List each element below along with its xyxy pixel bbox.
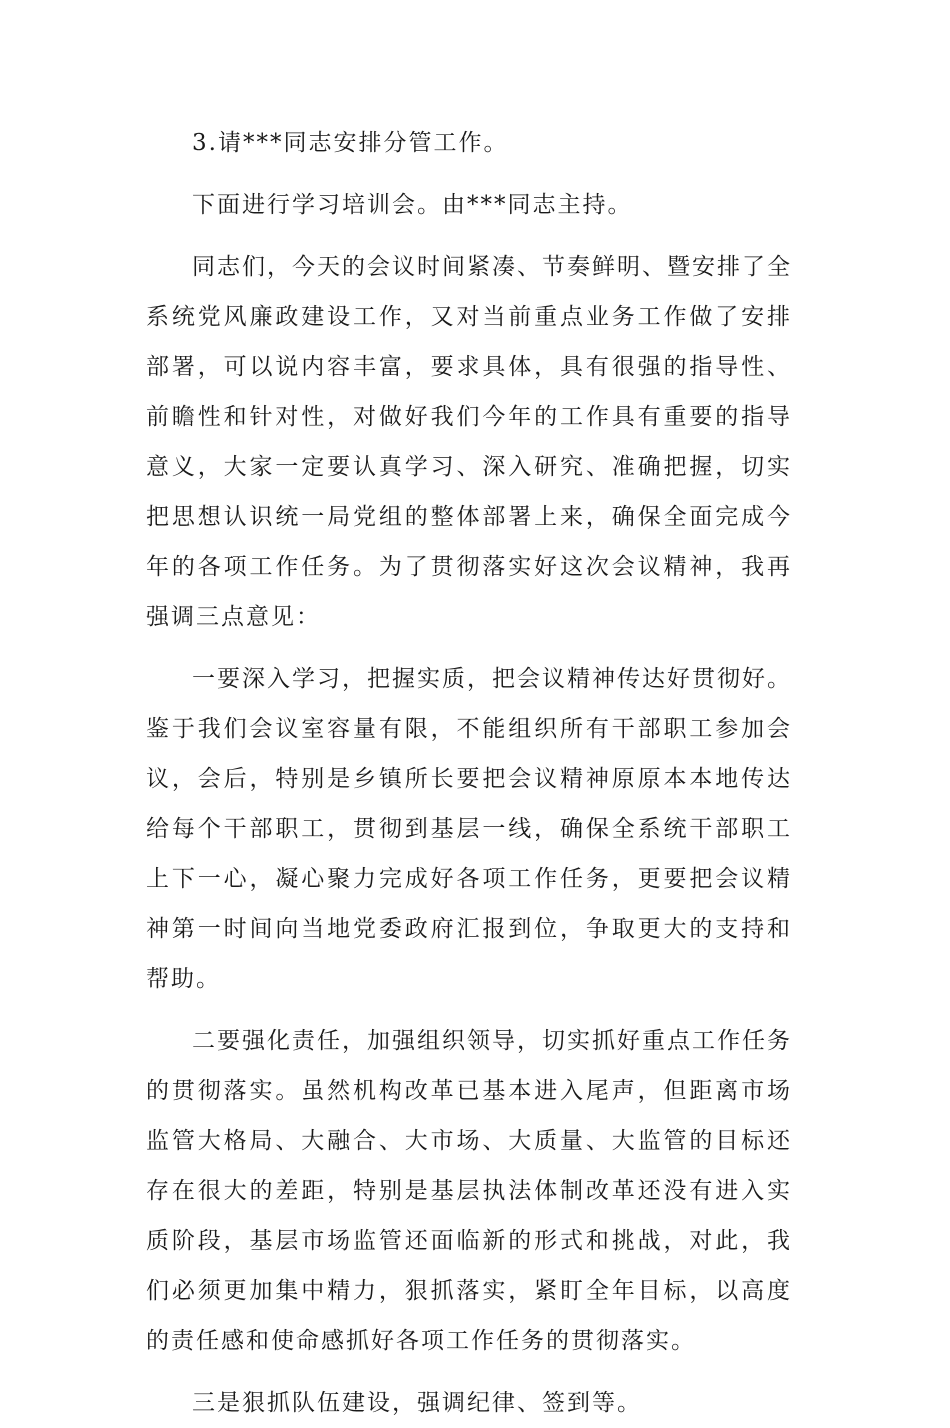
- paragraph-3: 同志们，今天的会议时间紧凑、节奏鲜明、暨安排了全系统党风廉政建设工作，又对当前重点业务工作做了安排部署，可以说内容丰富，要求具体，具有很强的指导性、前瞻性和针对性，对做好我们今年的工作具有重要的指导意义，大家一定要认真学习、深入研究、准确把握，切实把思想认识统一局党组的整体部署上来，确保全面完成今年的各项工作任务。为了贯彻落实好这次会议精神，我再强调三点意见：: [146, 254, 792, 630]
- paragraph-6: 三是狠抓队伍建设，强调纪律、签到等。: [192, 1390, 642, 1416]
- paragraph-1: 3.请***同志安排分管工作。: [192, 130, 509, 156]
- paragraph-4: 一要深入学习，把握实质，把会议精神传达好贯彻好。鉴于我们会议室容量有限，不能组织所有干部职工参加会议，会后，特别是乡镇所长要把会议精神原原本本地传达给每个干部职工，贯彻到基层一线，确保全系统干部职工上下一心，凝心聚力完成好各项工作任务，更要把会议精神第一时间向当地党委政府汇报到位，争取更大的支持和帮助。: [146, 666, 792, 992]
- paragraph-2: 下面进行学习培训会。由***同志主持。: [192, 192, 633, 218]
- paragraph-5: 二要强化责任，加强组织领导，切实抓好重点工作任务的贯彻落实。虽然机构改革已基本进入尾声，但距离市场监管大格局、大融合、大市场、大质量、大监管的目标还存在很大的差距，特别是基层执法体制改革还没有进入实质阶段，基层市场监管还面临新的形式和挑战，对此，我们必须更加集中精力，狠抓落实，紧盯全年目标，以高度的责任感和使命感抓好各项工作任务的贯彻落实。: [146, 1028, 792, 1354]
- document-body: [146, 118, 792, 1428]
